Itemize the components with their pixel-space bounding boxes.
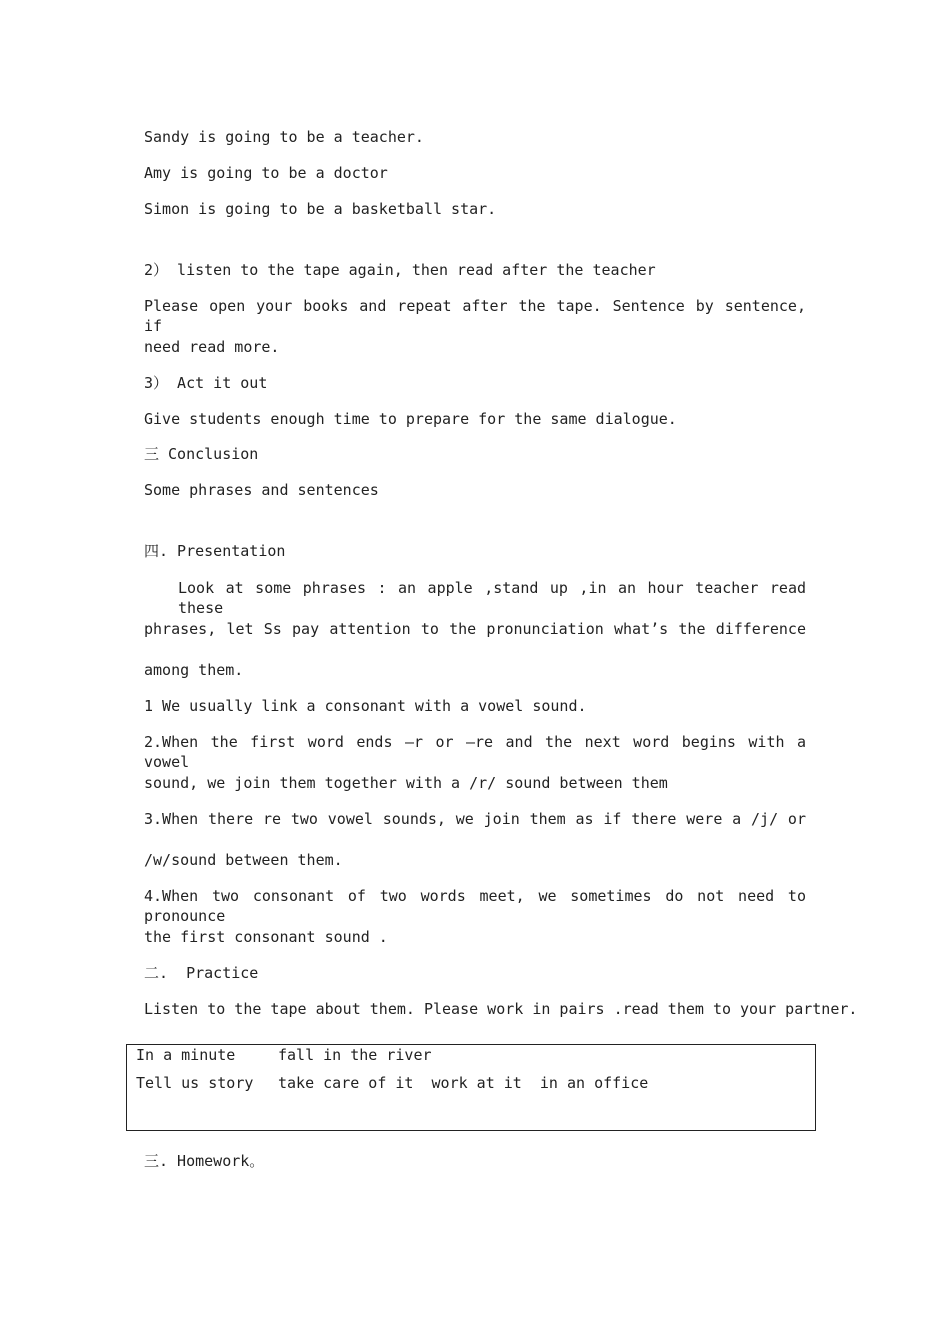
table-cell: take care of it work at it in an office bbox=[278, 1074, 649, 1092]
paragraph-line: Look at some phrases : an apple ,stand up ,in an hour teacher read these bbox=[178, 579, 806, 617]
rule-line: 4.When two consonant of two words meet, we sometimes do not need to pronounce bbox=[144, 887, 806, 925]
section-heading: 三. Homework。 bbox=[144, 1152, 265, 1170]
paragraph-line: Please open your books and repeat after the tape. Sentence by sentence, if bbox=[144, 297, 806, 335]
section-heading: 四. Presentation bbox=[144, 542, 286, 560]
table-cell: fall in the river bbox=[278, 1046, 432, 1064]
section-heading: 二. Practice bbox=[144, 964, 259, 982]
step-heading: 2） listen to the tape again, then read after the teacher bbox=[144, 261, 656, 279]
paragraph-line: Some phrases and sentences bbox=[144, 481, 379, 499]
paragraph-line: phrases, let Ss pay attention to the pronunciation what’s the difference bbox=[144, 620, 806, 638]
rule-line: sound, we join them together with a /r/ sound between them bbox=[144, 774, 668, 792]
table-cell: Tell us story bbox=[136, 1074, 254, 1092]
rule-line: the first consonant sound . bbox=[144, 928, 388, 946]
section-heading: 三 Conclusion bbox=[144, 445, 259, 463]
rule-line: 2.When the first word ends –r or –re and the next word begins with a vowel bbox=[144, 733, 806, 771]
rule-line: 1 We usually link a consonant with a vowel sound. bbox=[144, 697, 587, 715]
text-line: Sandy is going to be a teacher. bbox=[144, 128, 424, 146]
rule-line: 3.When there re two vowel sounds, we join them as if there were a /j/ or bbox=[144, 810, 806, 828]
table-cell: In a minute bbox=[136, 1046, 236, 1064]
paragraph-line: Give students enough time to prepare for the same dialogue. bbox=[144, 410, 677, 428]
text-line: Simon is going to be a basketball star. bbox=[144, 200, 497, 218]
rule-line: /w/sound between them. bbox=[144, 851, 343, 869]
paragraph-line: Listen to the tape about them. Please work in pairs .read them to your partner. bbox=[144, 1000, 858, 1018]
step-heading: 3） Act it out bbox=[144, 374, 268, 392]
phrase-table bbox=[126, 1044, 816, 1131]
paragraph-line: need read more. bbox=[144, 338, 280, 356]
paragraph-line: among them. bbox=[144, 661, 244, 679]
text-line: Amy is going to be a doctor bbox=[144, 164, 388, 182]
